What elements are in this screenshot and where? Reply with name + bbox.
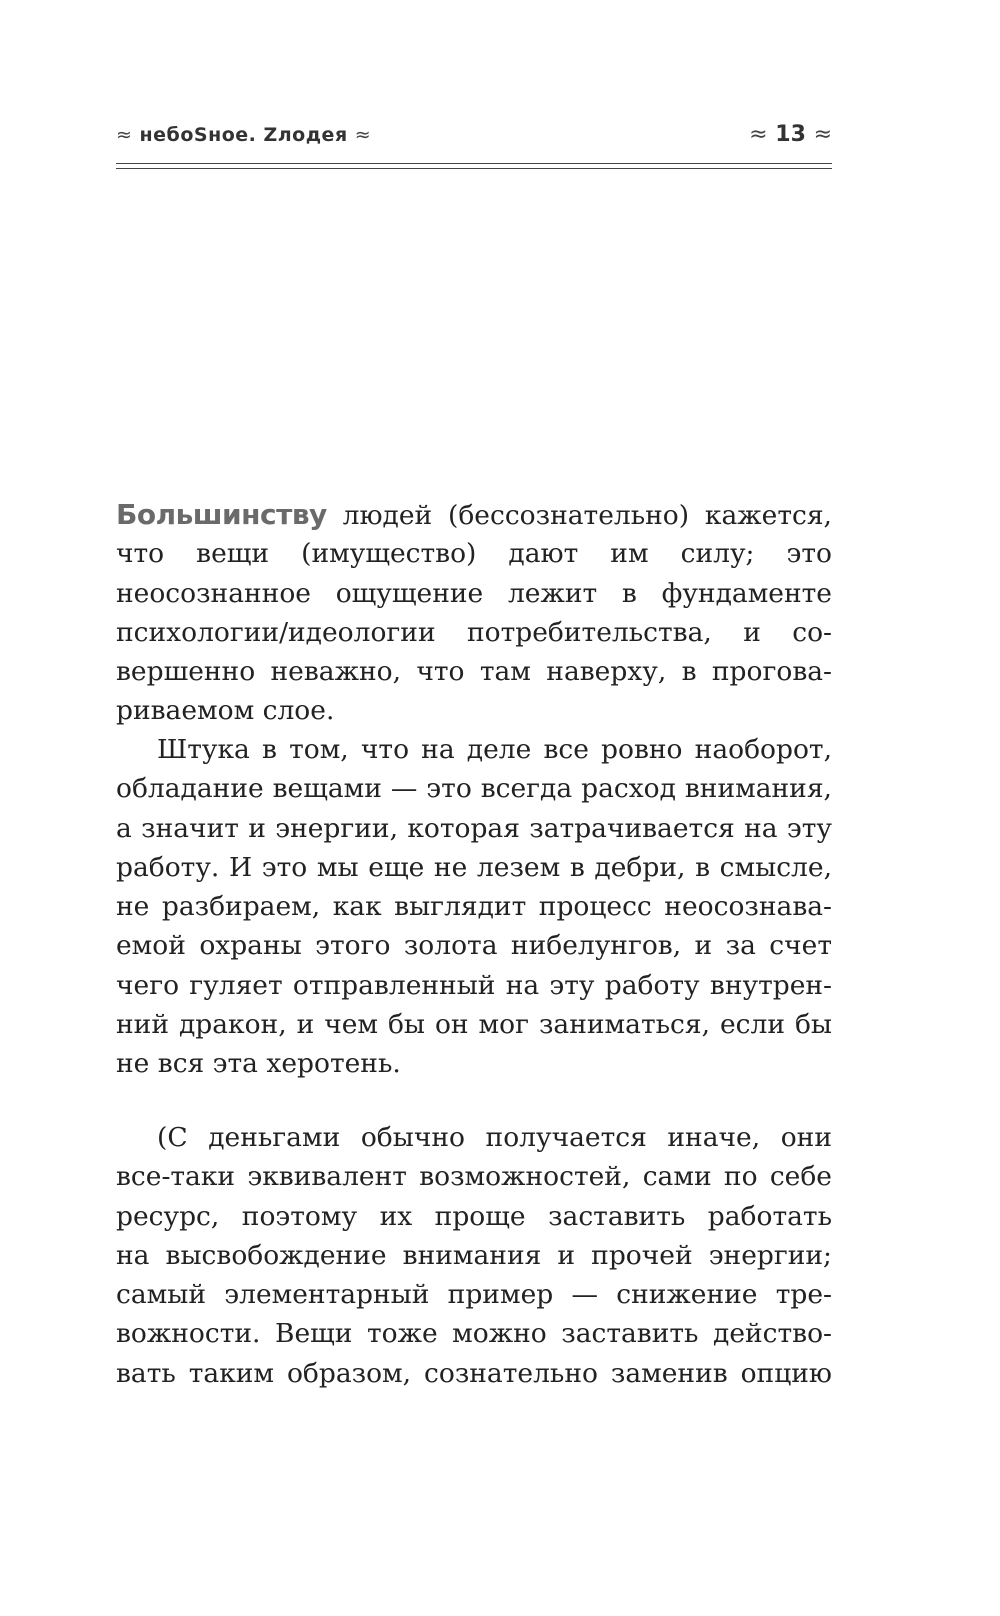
text-line: вать таким образом, сознательно заменив опцию [116,1357,832,1389]
paragraph-2 [116,730,832,1084]
text-line: не вся эта херотень. [116,1048,401,1080]
text-line: самый элементарный пример — снижение тре- [116,1279,832,1311]
header-rule-upper [116,163,832,164]
text-line: что вещи (имущество) дают им силу; это [116,538,832,570]
header-rule-lower [116,168,832,169]
paragraph-1 [116,495,832,731]
header-book-title [116,124,371,146]
page-number: 13 [775,122,806,147]
text-line: неосознанное ощущение лежит в фундаменте [116,577,832,609]
wave-ornament-left: ≈ [749,122,768,147]
wave-ornament-left: ≈ [116,124,133,146]
text-line: психологии/идеологии потребительства, и со- [116,616,832,648]
text-line: вершенно неважно, что там наверху, в прогова- [116,656,832,688]
running-header [116,124,832,156]
text-line: не разбираем, как выглядит процесс неосознава- [116,891,832,923]
text-line: риваемом слое. [116,695,335,727]
paragraph-3 [116,1118,832,1393]
wave-ornament-right: ≈ [813,122,832,147]
text-line: чего гуляет отправленный на эту работу внутрен- [116,969,832,1001]
text-line: обладание вещами — это всегда расход внимания, [116,773,832,805]
wave-ornament-right: ≈ [354,124,372,146]
text-line: работу. И это мы еще не лезем в дебри, в смысле, [116,851,832,883]
header-page-number [749,122,832,147]
text-line: вожности. Вещи тоже можно заставить действо- [116,1318,832,1350]
text-line: ний дракон, и чем бы он мог заниматься, если бы [116,1009,832,1041]
text-line: а значит и энергии, которая затрачивается на эту [116,812,832,844]
text-line: емой охраны этого золота нибелунгов, и за счет [116,930,832,962]
text-line: все-таки эквивалент возможностей, сами по себе [116,1161,832,1193]
book-title: небоSное. Zлодея [139,124,348,146]
text-line: Большинству людей (бессознательно) кажется, [116,498,832,531]
text-line: ресурс, поэтому их проще заставить работать [116,1200,832,1232]
lead-word: Большинству [116,498,327,531]
text-line: (С деньгами обычно получается иначе, они [157,1122,832,1153]
text-line: Штука в том, что на деле все ровно наоборот, [157,734,832,765]
text-line: на высвобождение внимания и прочей энергии; [116,1239,832,1271]
